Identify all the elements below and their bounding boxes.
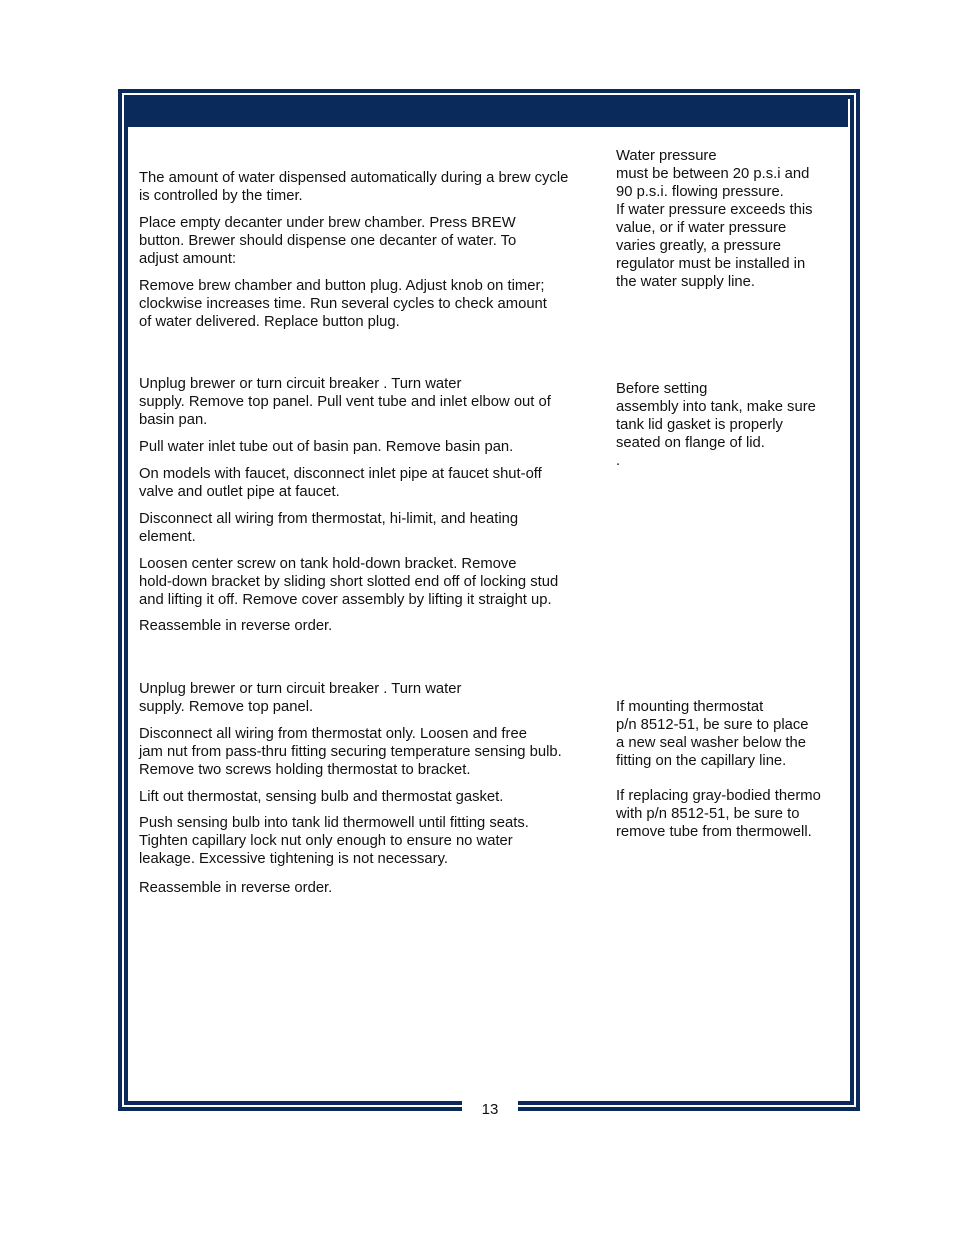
thermostat-step-3: Lift out thermostat, sensing bulb and thermostat gasket. (139, 789, 504, 805)
tank-cover-step-3: On models with faucet, disconnect inlet pipe at faucet shut-off valve and outlet pipe at faucet. (139, 466, 542, 500)
water-pressure-note: Water pressure must be between 20 p.s.i and 90 p.s.i. flowing pressure. If water pressure exceeds this value, or if water pressure varies greatly, a pressure regulator must be installed in the water supply line. (616, 148, 813, 290)
seal-washer-note: If mounting thermostat p/n 8512-51, be sure to place a new seal washer below the fitting on the capillary line. (616, 699, 809, 769)
tank-cover-step-2: Pull water inlet tube out of basin pan. Remove basin pan. (139, 439, 514, 455)
thermostat-step-2: Disconnect all wiring from thermostat only. Loosen and free jam nut from pass-thru fitting securing temperature sensing bulb. Remove two screws holding thermostat to bracket. (139, 726, 562, 778)
timer-paragraph-3: Remove brew chamber and button plug. Adjust knob on timer; clockwise increases time. Run several cycles to check amount of water delivered. Replace button plug. (139, 278, 547, 330)
timer-paragraph-2: Place empty decanter under brew chamber. Press BREW button. Brewer should dispense one decanter of water. To adjust amount: (139, 215, 517, 267)
tank-cover-step-4: Disconnect all wiring from thermostat, hi-limit, and heating element. (139, 511, 519, 545)
tank-cover-step-1: Unplug brewer or turn circuit breaker . Turn water supply. Remove top panel. Pull vent tube and inlet elbow out of basin pan. (139, 376, 551, 428)
thermostat-step-1: Unplug brewer or turn circuit breaker . Turn water supply. Remove top panel. (139, 681, 462, 715)
tank-cover-step-5: Loosen center screw on tank hold-down bracket. Remove hold-down bracket by sliding short slotted end off of locking stud and lifting it off. Remove cover assembly by lifting it straight up. (139, 556, 559, 608)
timer-paragraph-1: The amount of water dispensed automatically during a brew cycle is controlled by the timer. (139, 170, 569, 204)
thermowell-note: If replacing gray-bodied thermo with p/n 8512-51, be sure to remove tube from thermowell. (616, 788, 821, 840)
gasket-note: Before setting assembly into tank, make sure tank lid gasket is properly seated on flange of lid. . (616, 381, 816, 469)
thermostat-step-4: Push sensing bulb into tank lid thermowell until fitting seats. Tighten capillary lock nut only enough to ensure no water leakage. Excessive tightening is not necessary. (139, 815, 529, 867)
section-header-bar (128, 99, 848, 127)
thermostat-step-5: Reassemble in reverse order. (139, 880, 333, 896)
tank-cover-step-6: Reassemble in reverse order. (139, 618, 333, 634)
page-number: 13 (481, 1101, 499, 1118)
